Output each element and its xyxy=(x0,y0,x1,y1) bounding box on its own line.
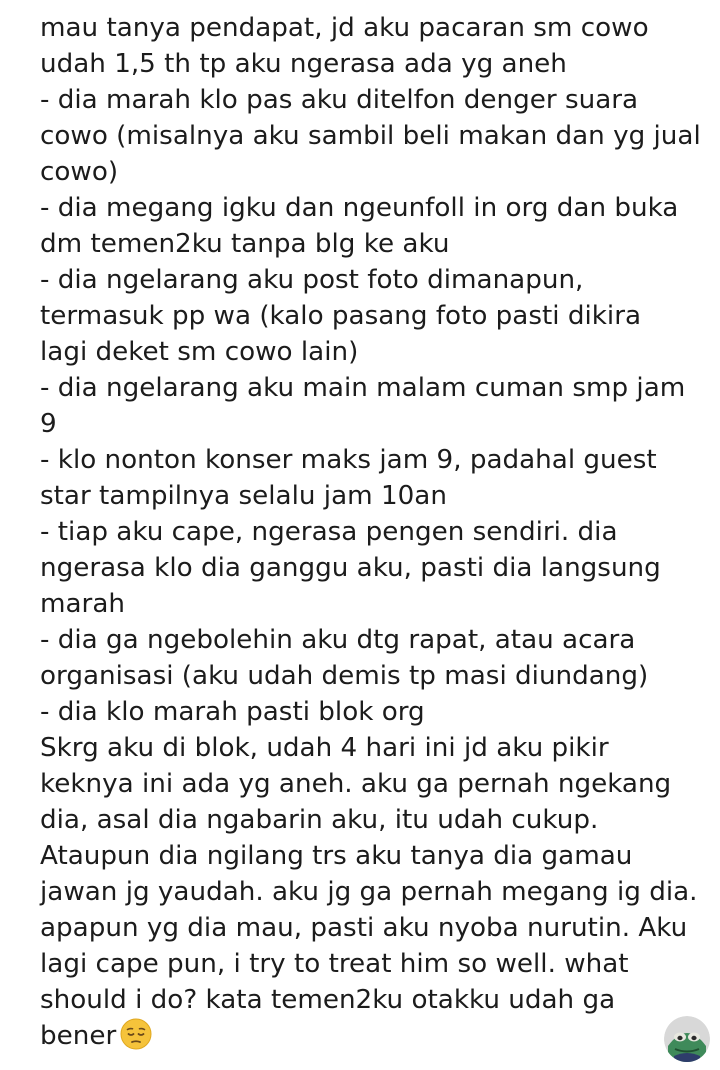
post-line: - dia klo marah pasti blok org xyxy=(40,697,425,727)
post-line: organisasi (aku udah demis tp masi diundang) xyxy=(40,661,649,691)
post-line: - dia ga ngebolehin aku dtg rapat, atau acara xyxy=(40,625,636,655)
post-line: - klo nonton konser maks jam 9, padahal guest xyxy=(40,445,657,475)
post-line: termasuk pp wa (kalo pasang foto pasti dikira xyxy=(40,301,642,331)
post-line: lagi deket sm cowo lain) xyxy=(40,337,359,367)
post-line: - tiap aku cape, ngerasa pengen sendiri. dia xyxy=(40,517,618,547)
post-line: keknya ini ada yg aneh. aku ga pernah ngekang xyxy=(40,769,672,799)
post-line: Ataupun dia ngilang trs aku tanya dia gamau xyxy=(40,841,633,871)
frog-avatar-icon xyxy=(664,1016,710,1062)
post-line: should i do? kata temen2ku otakku udah ga xyxy=(40,985,616,1015)
post-line: Skrg aku di blok, udah 4 hari ini jd aku pikir xyxy=(40,733,609,763)
post-line: dm temen2ku tanpa blg ke aku xyxy=(40,229,450,259)
post-body xyxy=(40,10,708,1054)
post-line-last xyxy=(40,1018,708,1054)
post-line: mau tanya pendapat, jd aku pacaran sm cowo xyxy=(40,13,649,43)
post-line: cowo (misalnya aku sambil beli makan dan yg jual xyxy=(40,121,701,151)
post-line: star tampilnya selalu jam 10an xyxy=(40,481,447,511)
post-line: dia, asal dia ngabarin aku, itu udah cukup. xyxy=(40,805,599,835)
pensive-face-emoji xyxy=(120,1018,152,1050)
user-avatar[interactable] xyxy=(664,1016,710,1062)
post-line: udah 1,5 th tp aku ngerasa ada yg aneh xyxy=(40,49,567,79)
post-line: - dia ngelarang aku post foto dimanapun, xyxy=(40,265,584,295)
post-line: - dia ngelarang aku main malam cuman smp jam xyxy=(40,373,686,403)
post-line: apapun yg dia mau, pasti aku nyoba nurutin. Aku xyxy=(40,913,688,943)
post-line: marah xyxy=(40,589,125,619)
post-line: ngerasa klo dia ganggu aku, pasti dia langsung xyxy=(40,553,661,583)
post-line: lagi cape pun, i try to treat him so well. what xyxy=(40,949,629,979)
post-line: - dia marah klo pas aku ditelfon denger suara xyxy=(40,85,639,115)
post-line: - dia megang igku dan ngeunfoll in org dan buka xyxy=(40,193,679,223)
post-line: jawan jg yaudah. aku jg ga pernah megang ig dia. xyxy=(40,877,698,907)
post-line: 9 xyxy=(40,409,57,439)
post-line: cowo) xyxy=(40,157,119,187)
post-line-text: bener xyxy=(40,1021,117,1051)
